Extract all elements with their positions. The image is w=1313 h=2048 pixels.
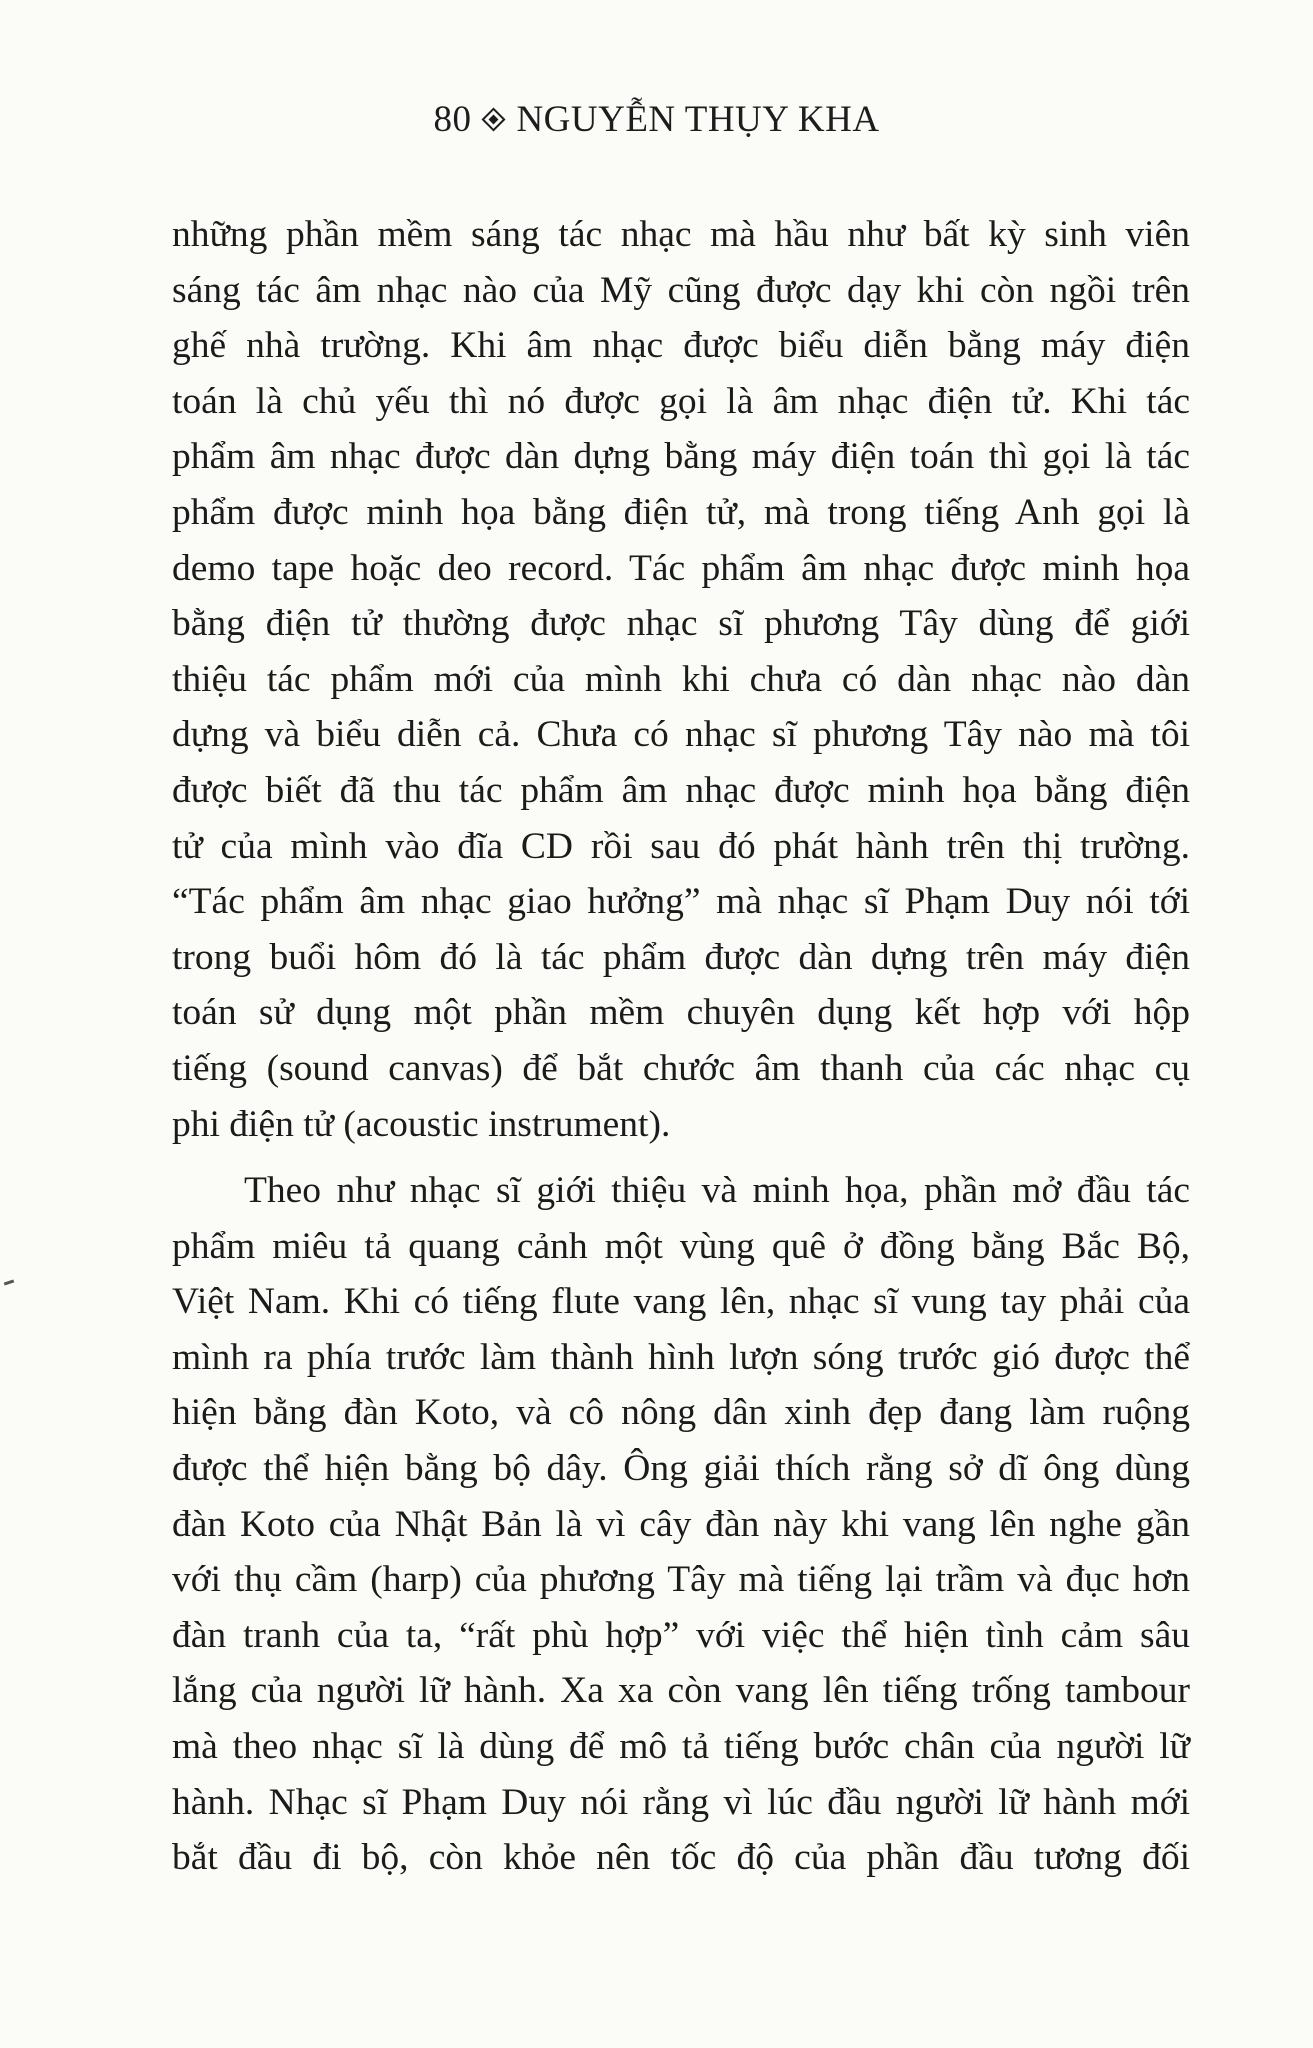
text-line: “Tác phẩm âm nhạc giao hưởng” mà nhạc sĩ Phạm Duy nói tới: [172, 881, 1190, 923]
text-line: Việt Nam. Khi có tiếng flute vang lên, nhạc sĩ vung tay phải của: [172, 1281, 1190, 1323]
text-line: phẩm âm nhạc được dàn dựng bằng máy điện toán thì gọi là tác: [172, 436, 1190, 478]
scan-mark: [4, 1280, 14, 1286]
text-line: sáng tác âm nhạc nào của Mỹ cũng được dạy khi còn ngồi trên: [172, 269, 1190, 311]
text-line: tiếng (sound canvas) để bắt chước âm thanh của các nhạc cụ: [172, 1047, 1190, 1089]
text-line: với thụ cầm (harp) của phương Tây mà tiếng lại trầm và đục hơn: [172, 1559, 1190, 1601]
text-line: những phần mềm sáng tác nhạc mà hầu như bất kỳ sinh viên: [172, 214, 1190, 255]
text-line: mình ra phía trước làm thành hình lượn sóng trước gió được thể: [172, 1336, 1190, 1378]
text-line: phi điện tử (acoustic instrument).: [172, 1103, 671, 1145]
text-line: toán là chủ yếu thì nó được gọi là âm nhạc điện tử. Khi tác: [172, 380, 1190, 422]
text-line: ghế nhà trường. Khi âm nhạc được biểu diễn bằng máy điện: [172, 325, 1190, 367]
paragraph-1: [172, 207, 1190, 1152]
paragraph-2: [172, 1163, 1190, 1886]
text-line: Theo như nhạc sĩ giới thiệu và minh họa, phần mở đầu tác: [244, 1170, 1190, 1212]
text-line: đàn tranh của ta, “rất phù hợp” với việc thể hiện tình cảm sâu: [172, 1614, 1190, 1656]
text-line: được biết đã thu tác phẩm âm nhạc được minh họa bằng điện: [172, 769, 1190, 811]
text-line: demo tape hoặc deo record. Tác phẩm âm nhạc được minh họa: [172, 547, 1190, 589]
text-line: toán sử dụng một phần mềm chuyên dụng kết hợp với hộp: [172, 992, 1190, 1034]
diamond-ornament-icon: [482, 107, 506, 131]
text-line: tử của mình vào đĩa CD rồi sau đó phát hành trên thị trường.: [172, 825, 1190, 867]
text-line: hiện bằng đàn Koto, và cô nông dân xinh đẹp đang làm ruộng: [172, 1392, 1190, 1434]
author-name: NGUYỄN THỤY KHA: [516, 99, 880, 140]
text-line: đàn Koto của Nhật Bản là vì cây đàn này khi vang lên nghe gần: [172, 1503, 1190, 1545]
text-line: phẩm được minh họa bằng điện tử, mà trong tiếng Anh gọi là: [172, 491, 1190, 533]
running-header: [0, 98, 1313, 141]
text-line: bắt đầu đi bộ, còn khỏe nên tốc độ của phần đầu tương đối: [172, 1837, 1190, 1879]
text-line: mà theo nhạc sĩ là dùng để mô tả tiếng bước chân của người lữ: [172, 1726, 1190, 1768]
text-line: trong buổi hôm đó là tác phẩm được dàn dựng trên máy điện: [172, 936, 1190, 978]
text-line: thiệu tác phẩm mới của mình khi chưa có dàn nhạc nào dàn: [172, 658, 1190, 700]
body-text: [172, 207, 1190, 1886]
paragraph-gap: [172, 1152, 1190, 1163]
text-line: lắng của người lữ hành. Xa xa còn vang lên tiếng trống tambour: [172, 1670, 1190, 1712]
text-line: hành. Nhạc sĩ Phạm Duy nói rằng vì lúc đầu người lữ hành mới: [172, 1781, 1190, 1823]
text-line: phẩm miêu tả quang cảnh một vùng quê ở đồng bằng Bắc Bộ,: [172, 1225, 1190, 1267]
text-line: được thể hiện bằng bộ dây. Ông giải thích rằng sở dĩ ông dùng: [172, 1448, 1190, 1490]
text-line: bằng điện tử thường được nhạc sĩ phương Tây dùng để giới: [172, 603, 1190, 645]
text-line: dựng và biểu diễn cả. Chưa có nhạc sĩ phương Tây nào mà tôi: [172, 714, 1190, 756]
page-number: 80: [433, 99, 472, 140]
